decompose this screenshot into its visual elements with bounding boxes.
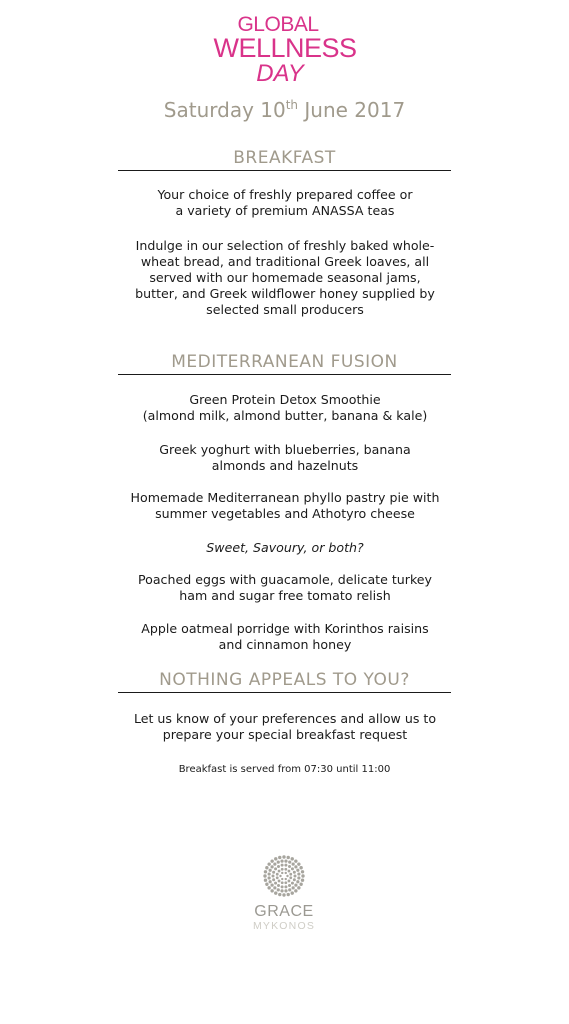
rosette-dot <box>281 885 284 888</box>
rosette-dot <box>291 891 294 894</box>
fusion-item-pie <box>90 490 480 522</box>
rosette-dot <box>279 875 281 877</box>
text-line: Sweet, Savoury, or both? <box>206 540 364 555</box>
logo-line-wellness: WELLNESS <box>213 33 357 63</box>
text-line: Green Protein Detox Smoothie <box>189 392 381 407</box>
date-ordinal-suffix: th <box>285 98 299 112</box>
rosette-dot <box>287 893 290 896</box>
rosette-dot <box>272 878 275 881</box>
rosette-dot <box>271 884 274 887</box>
rosette-dot <box>273 886 276 889</box>
rosette-dot <box>268 872 271 875</box>
rosette-dot <box>265 883 268 886</box>
text-line: Let us know of your preferences and allow us to <box>133 711 437 726</box>
rosette-dot <box>294 889 297 892</box>
text-line: Poached eggs with guacamole, delicate turkey <box>137 572 432 587</box>
fusion-item-smoothie <box>90 392 480 424</box>
rosette-dot <box>297 862 300 865</box>
rosette-dot <box>294 865 297 868</box>
rosette-dot <box>278 880 281 883</box>
rosette-dot <box>291 857 294 860</box>
rosette-dot <box>269 869 272 872</box>
rosette-dot <box>273 863 276 866</box>
rosette-dot <box>277 865 280 868</box>
rosette-dot <box>269 880 272 883</box>
grace-logo-subtitle: MYKONOS <box>252 920 316 932</box>
rosette-dot <box>280 889 283 892</box>
text-line: (almond milk, almond butter, banana & kale) <box>142 408 428 423</box>
rosette-dot <box>296 869 299 872</box>
rosette-dot <box>288 888 291 891</box>
breakfast-hours-note: Breakfast is served from 07:30 until 11:00 <box>178 764 391 775</box>
text-line: a variety of premium ANASSA teas <box>175 203 395 218</box>
rosette-dot <box>284 864 287 867</box>
rosette-dot <box>264 879 267 882</box>
text-line: and cinnamon honey <box>218 637 352 652</box>
text-line: served with our homemade seasonal jams, <box>149 270 421 285</box>
breakfast-item-bread <box>90 238 480 318</box>
rosette-dot <box>294 859 297 862</box>
rosette-dot <box>301 879 304 882</box>
rosette-dot <box>287 856 290 859</box>
rosette-dot <box>288 861 291 864</box>
section-title-nothing-appeals: NOTHING APPEALS TO YOU? <box>118 670 451 693</box>
rosette-dot <box>284 868 287 871</box>
rosette-dot <box>289 876 292 879</box>
rosette-dot <box>288 870 291 873</box>
rosette-dot <box>277 884 280 887</box>
logo-line-global: GLOBAL <box>237 13 319 36</box>
rosette-dot <box>293 878 296 881</box>
breakfast-item-drinks <box>90 187 480 219</box>
rosette-dot <box>276 873 279 876</box>
rosette-dot <box>288 880 291 883</box>
rosette-dot <box>274 882 277 885</box>
fusion-item-yoghurt <box>90 442 480 474</box>
rosette-dot <box>299 883 302 886</box>
text-line: almonds and hazelnuts <box>211 458 359 473</box>
rosette-dot <box>301 870 304 873</box>
rosette-dot <box>270 859 273 862</box>
rosette-dot <box>297 876 300 879</box>
rosette-dot <box>293 871 296 874</box>
text-line: Apple oatmeal porridge with Korinthos raisins <box>141 621 429 636</box>
rosette-dot <box>289 873 292 876</box>
rosette-dot <box>271 865 274 868</box>
rosette-dot <box>284 881 287 884</box>
date-rest: June 2017 <box>298 98 406 122</box>
text-line: ham and sugar free tomato relish <box>179 588 391 603</box>
rosette-dot <box>264 870 267 873</box>
rosette-dot <box>267 862 270 865</box>
rosette-dot <box>268 876 271 879</box>
rosette-dot <box>280 860 283 863</box>
rosette-dot <box>281 881 284 884</box>
rosette-dot <box>281 878 283 880</box>
text-line: summer vegetables and Athotyro cheese <box>155 506 415 521</box>
rosette-dot <box>285 878 287 880</box>
rosette-dot <box>274 867 277 870</box>
rosette-dot <box>267 886 270 889</box>
global-wellness-day-logo <box>190 14 380 86</box>
rosette-dot <box>284 889 287 892</box>
grace-rosette-icon <box>262 854 306 898</box>
text-line: butter, and Greek wildflower honey supplied by <box>135 286 435 301</box>
text-line: Your choice of freshly prepared coffee or <box>157 187 413 202</box>
section-title-mediterranean-fusion: MEDITERRANEAN FUSION <box>118 352 451 375</box>
text-line: Homemade Mediterranean phyllo pastry pie with <box>130 490 440 505</box>
rosette-dot <box>281 868 284 871</box>
rosette-dot <box>278 870 281 873</box>
rosette-dot <box>277 888 280 891</box>
text-line: Greek yoghurt with blueberries, banana <box>159 442 411 457</box>
rosette-dot <box>263 874 266 877</box>
rosette-dot <box>278 856 281 859</box>
text-line: prepare your special breakfast request <box>162 727 408 742</box>
grace-mykonos-logo <box>234 854 334 932</box>
rosette-dot <box>291 867 294 870</box>
rosette-dot <box>294 875 297 878</box>
rosette-dot <box>281 864 284 867</box>
grace-logo-name: GRACE <box>254 903 314 920</box>
rosette-dot <box>272 875 275 878</box>
rosette-dot <box>284 860 287 863</box>
rosette-dot <box>288 865 291 868</box>
rosette-dot <box>282 855 285 858</box>
section-title-breakfast: BREAKFAST <box>118 148 451 171</box>
rosette-dot <box>292 863 295 866</box>
rosette-dot <box>299 866 302 869</box>
rosette-dot <box>297 886 300 889</box>
text-line: Indulge in our selection of freshly baked whole- <box>135 238 435 253</box>
rosette-dot <box>286 875 288 877</box>
event-date <box>0 98 569 122</box>
fusion-item-porridge <box>90 621 480 653</box>
rosette-dot <box>274 891 277 894</box>
rosette-dot <box>292 886 295 889</box>
rosette-dot <box>277 861 280 864</box>
rosette-dot <box>278 893 281 896</box>
text-line: selected small producers <box>206 302 364 317</box>
text-line: wheat bread, and traditional Greek loaves, all <box>140 254 430 269</box>
logo-line-day: DAY <box>256 60 304 87</box>
rosette-dot <box>301 874 304 877</box>
rosette-dot <box>296 880 299 883</box>
nothing-item-request <box>90 711 480 743</box>
rosette-dot <box>282 893 285 896</box>
rosette-dot <box>288 884 291 887</box>
rosette-dot <box>291 882 294 885</box>
rosette-dot <box>270 889 273 892</box>
fusion-subheading-sweet-savoury <box>90 540 480 556</box>
rosette-dot <box>272 871 275 874</box>
rosette-dot <box>297 872 300 875</box>
rosette-dot <box>285 872 287 874</box>
rosette-dot <box>265 866 268 869</box>
fusion-item-eggs <box>90 572 480 604</box>
rosette-dot <box>276 876 279 879</box>
rosette-dot <box>281 872 283 874</box>
rosette-dot <box>294 884 297 887</box>
rosette-dot <box>274 857 277 860</box>
date-prefix: Saturday 10 <box>163 98 286 122</box>
rosette-dot <box>284 885 287 888</box>
